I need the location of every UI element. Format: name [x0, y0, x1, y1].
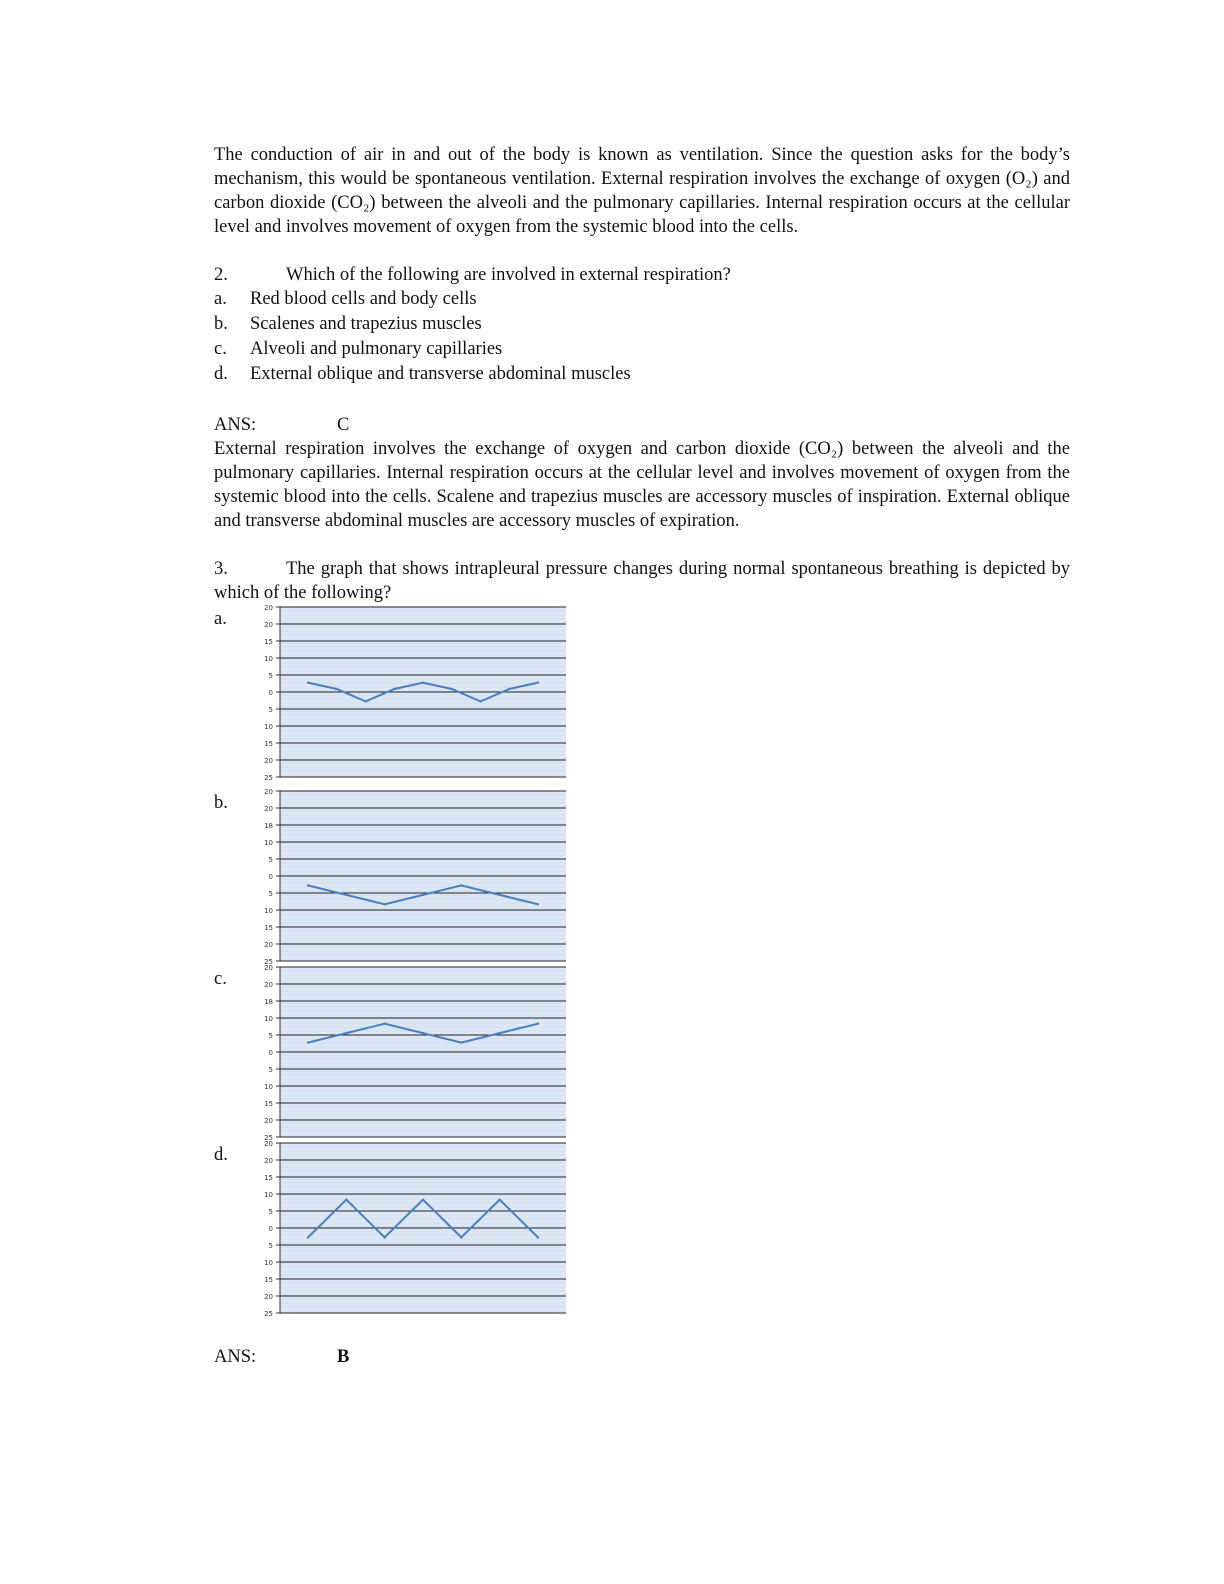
y-tick-label: 5	[268, 1242, 273, 1250]
y-tick-label: 18	[264, 998, 273, 1006]
y-tick-label: 10	[264, 655, 273, 663]
y-tick-label: 20	[264, 941, 273, 949]
question-2-text: Which of the following are involved in external respiration?	[286, 265, 731, 285]
option-letter: a.	[214, 289, 227, 309]
y-tick-label: 10	[264, 1083, 273, 1091]
graph-option-a	[214, 605, 574, 780]
data-point	[537, 903, 539, 905]
y-tick-label: 20	[264, 1117, 273, 1125]
data-point	[422, 894, 424, 896]
graph-option-b	[214, 789, 574, 964]
option-text: Red blood cells and body cells	[250, 289, 477, 309]
y-tick-label: 25	[264, 1310, 273, 1318]
data-point	[508, 688, 510, 690]
data-point	[307, 1236, 309, 1238]
graph-option-label: b.	[214, 793, 228, 813]
option-text: Scalenes and trapezius muscles	[250, 314, 482, 334]
data-point	[336, 688, 338, 690]
y-tick-label: 20	[264, 965, 273, 972]
graph-a-chart	[244, 605, 574, 783]
data-point	[364, 700, 366, 702]
y-tick-label: 20	[264, 605, 273, 612]
y-tick-label: 0	[268, 1049, 273, 1057]
data-point	[479, 700, 481, 702]
data-point	[537, 1236, 539, 1238]
graph-option-label: d.	[214, 1145, 228, 1165]
data-point	[422, 1198, 424, 1200]
intro-paragraph: The conduction of air in and out of the body is known as ventilation. Since the question asks for the body’s mechanism, this would be spontaneous ventilation. External respiration involves the exchange of oxygen (O₂) and carbon dioxide (CO₂) between the alveoli and the pulmonary capillaries. Internal respiration occurs at the cellular level and involves movement of oxygen from the systemic blood into the cells.	[214, 145, 1070, 237]
y-tick-label: 0	[268, 689, 273, 697]
y-tick-label: 20	[264, 621, 273, 629]
answer-label: ANS:	[214, 1347, 257, 1367]
data-point	[537, 1022, 539, 1024]
option-c	[214, 337, 1070, 362]
data-point	[422, 1032, 424, 1034]
y-tick-label: 10	[264, 907, 273, 915]
y-tick-label: 15	[264, 1100, 273, 1108]
y-tick-label: 5	[268, 672, 273, 680]
document-page	[214, 143, 1070, 1369]
option-text: External oblique and transverse abdominal muscles	[250, 364, 631, 384]
y-tick-label: 5	[268, 706, 273, 714]
y-tick-label: 0	[268, 1225, 273, 1233]
graph-b-chart	[244, 789, 574, 967]
data-point	[422, 681, 424, 683]
y-tick-label: 25	[264, 774, 273, 782]
y-tick-label: 20	[264, 981, 273, 989]
data-point	[307, 884, 309, 886]
rationale-2: External respiration involves the exchange of oxygen and carbon dioxide (CO₂) between the alveoli and the pulmonary capillaries. Internal respiration occurs at the cellular level and involves movement of oxygen from the systemic blood into the cells. Scalene and trapezius muscles are accessory muscles of inspiration. External oblique and transverse abdominal muscles are accessory muscles of expiration.	[214, 439, 1070, 531]
graph-option-c	[214, 965, 574, 1140]
question-3-text: The graph that shows intrapleural pressure changes during normal spontaneous breathing is depicted by which of the following?	[214, 559, 1070, 603]
y-tick-label: 20	[264, 1141, 273, 1148]
y-tick-label: 25	[264, 958, 273, 966]
data-point	[345, 1032, 347, 1034]
option-letter: c.	[214, 339, 227, 359]
answer-3	[214, 1345, 1070, 1369]
question-2-options	[214, 287, 1070, 387]
y-tick-label: 5	[268, 1066, 273, 1074]
y-tick-label: 18	[264, 822, 273, 830]
data-point	[307, 1041, 309, 1043]
y-tick-label: 20	[264, 1293, 273, 1301]
graph-option-d	[214, 1141, 574, 1316]
y-tick-label: 10	[264, 723, 273, 731]
y-tick-label: 15	[264, 924, 273, 932]
answer-value: C	[337, 415, 350, 435]
option-letter: d.	[214, 364, 228, 384]
y-tick-label: 25	[264, 1134, 273, 1142]
data-point	[383, 1022, 385, 1024]
option-d	[214, 362, 1070, 387]
y-tick-label: 5	[268, 1032, 273, 1040]
question-3-number: 3.	[214, 559, 228, 579]
data-point	[451, 688, 453, 690]
graph-option-label: a.	[214, 609, 227, 629]
answer-value: B	[337, 1347, 350, 1367]
answer-label: ANS:	[214, 415, 257, 435]
data-point	[307, 681, 309, 683]
data-point	[460, 1041, 462, 1043]
option-text: Alveoli and pulmonary capillaries	[250, 339, 503, 359]
question-2	[214, 263, 1070, 287]
question-3	[214, 557, 1070, 605]
y-tick-label: 20	[264, 805, 273, 813]
y-tick-label: 10	[264, 1259, 273, 1267]
data-point	[498, 1198, 500, 1200]
y-tick-label: 10	[264, 1015, 273, 1023]
graph-options	[214, 605, 1070, 1345]
y-tick-label: 15	[264, 1276, 273, 1284]
y-tick-label: 20	[264, 757, 273, 765]
y-tick-label: 0	[268, 873, 273, 881]
y-tick-label: 15	[264, 1174, 273, 1182]
y-tick-label: 10	[264, 1191, 273, 1199]
data-point	[460, 1236, 462, 1238]
y-tick-label: 5	[268, 890, 273, 898]
y-tick-label: 15	[264, 638, 273, 646]
data-point	[383, 1236, 385, 1238]
data-point	[498, 894, 500, 896]
graph-option-label: c.	[214, 969, 227, 989]
graph-d-chart	[244, 1141, 574, 1319]
data-point	[345, 894, 347, 896]
option-a	[214, 287, 1070, 312]
option-b	[214, 312, 1070, 337]
data-point	[393, 688, 395, 690]
graph-c-chart	[244, 965, 574, 1143]
y-tick-label: 5	[268, 1208, 273, 1216]
y-tick-label: 20	[264, 1157, 273, 1165]
data-point	[460, 884, 462, 886]
option-letter: b.	[214, 314, 228, 334]
y-tick-label: 10	[264, 839, 273, 847]
y-tick-label: 5	[268, 856, 273, 864]
answer-2	[214, 413, 1070, 437]
data-point	[498, 1032, 500, 1034]
y-tick-label: 20	[264, 789, 273, 796]
data-point	[383, 903, 385, 905]
question-2-number: 2.	[214, 265, 228, 285]
data-point	[537, 681, 539, 683]
data-point	[345, 1198, 347, 1200]
y-tick-label: 15	[264, 740, 273, 748]
